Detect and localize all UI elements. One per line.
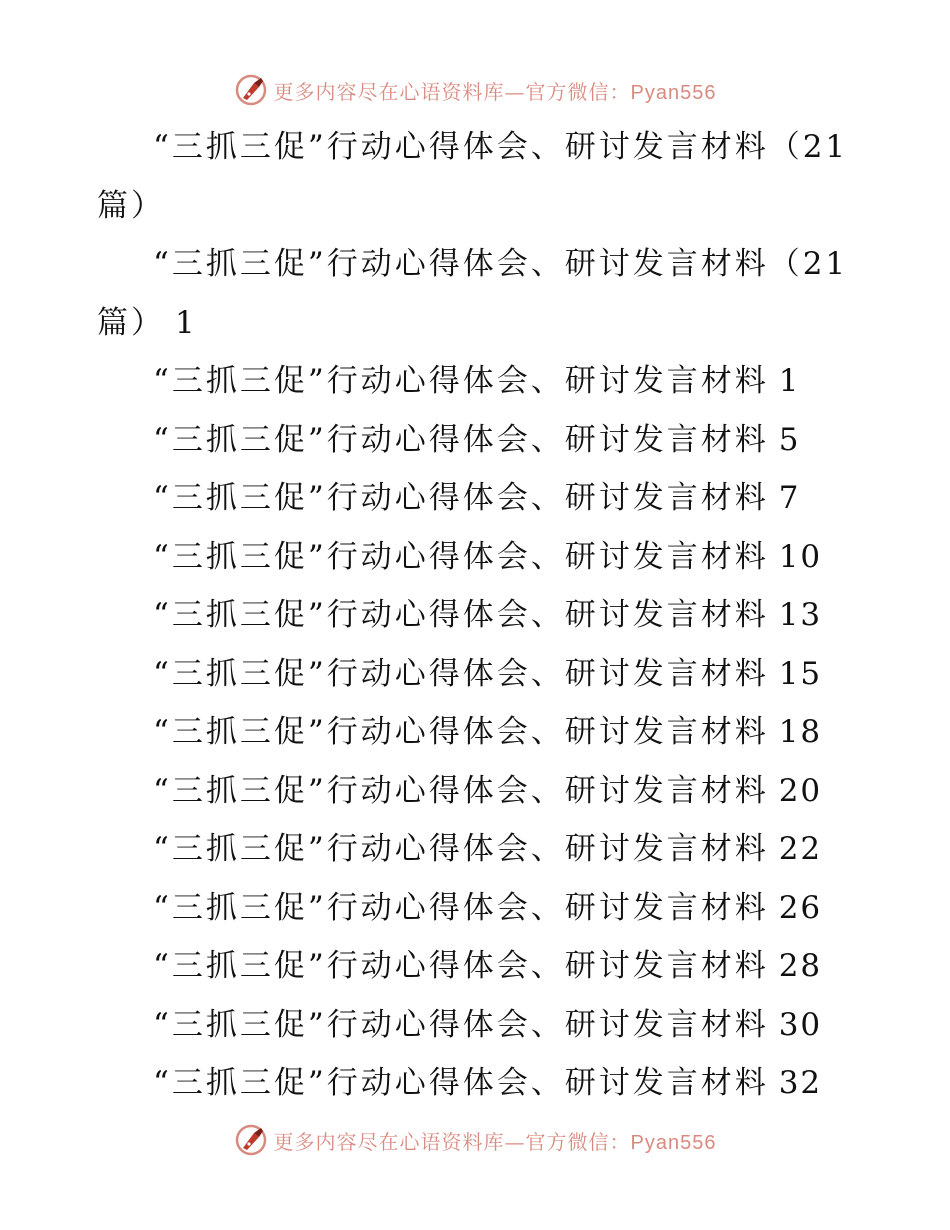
toc-entry-title: “三抓三促”行动心得体会、研讨发言材料 [153,1006,769,1043]
toc-entry-title: “三抓三促”行动心得体会、研讨发言材料 [153,1065,769,1101]
watermark-text [274,76,717,105]
toc-entry-page: 30 [778,1006,823,1043]
toc-entry-page: 15 [778,655,823,692]
toc-entry [97,469,857,528]
toc-entry [97,820,857,879]
toc-entry-title: “三抓三促”行动心得体会、研讨发言材料 [153,889,769,926]
toc-entry [97,762,857,821]
toc-heading-line1: “三抓三促”行动心得体会、研讨发言材料（21 [153,129,849,165]
toc-entry-page: 32 [778,1065,823,1101]
toc-entry-page: 28 [778,948,823,984]
toc-entry-title: “三抓三促”行动心得体会、研讨发言材料 [153,714,769,750]
toc-entry-title: “三抓三促”行动心得体会、研讨发言材料 [153,772,769,809]
toc-heading-entry-text: 篇） [97,304,165,341]
toc-entry-title: “三抓三促”行动心得体会、研讨发言材料 [153,480,769,516]
toc-heading-entry-line2 [97,294,857,353]
toc-entry [97,1054,857,1113]
toc-entry-page: 20 [778,772,823,809]
toc-entry [97,411,857,470]
toc-entry-title: “三抓三促”行动心得体会、研讨发言材料 [153,363,769,399]
pen-nib-icon [234,73,268,107]
toc-entry-page: 1 [778,363,801,399]
toc-entry-page: 7 [778,480,801,516]
header-watermark [0,70,950,110]
toc-entry-title: “三抓三促”行动心得体会、研讨发言材料 [153,948,769,984]
watermark-text [274,1126,717,1155]
toc-entry-title: “三抓三促”行动心得体会、研讨发言材料 [153,831,769,867]
toc-entry [97,996,857,1055]
footer-watermark [0,1120,950,1160]
toc-entry [97,937,857,996]
toc-entries [97,352,857,1113]
watermark-handle: Pyan556 [630,1131,717,1154]
toc-entry [97,645,857,704]
toc-entry-title: “三抓三促”行动心得体会、研讨发言材料 [153,655,769,692]
toc-entry [97,586,857,645]
toc-heading-line2: 篇） [97,187,165,224]
toc-entry-page: 26 [778,889,823,926]
toc-entry-page: 13 [778,597,823,633]
toc-entry-page: 10 [778,538,823,575]
watermark-caption: 更多内容尽在心语资料库—官方微信： [273,1129,631,1154]
watermark-caption: 更多内容尽在心语资料库—官方微信： [273,79,631,104]
table-of-contents [97,118,857,1113]
toc-entry [97,879,857,938]
toc-entry-title: “三抓三促”行动心得体会、研讨发言材料 [153,597,769,633]
toc-entry-page: 22 [778,831,823,867]
toc-entry-title: “三抓三促”行动心得体会、研讨发言材料 [153,421,769,458]
toc-heading-entry-line1: “三抓三促”行动心得体会、研讨发言材料（21 [153,246,849,282]
watermark-handle: Pyan556 [630,81,717,104]
toc-entry-page: 5 [778,421,801,458]
toc-entry-title: “三抓三促”行动心得体会、研讨发言材料 [153,538,769,575]
toc-entry [97,528,857,587]
pen-nib-icon [234,1123,268,1157]
toc-entry-page: 18 [778,714,823,750]
toc-entry [97,352,857,411]
toc-entry [97,703,857,762]
toc-heading-entry-page: 1 [175,304,197,341]
